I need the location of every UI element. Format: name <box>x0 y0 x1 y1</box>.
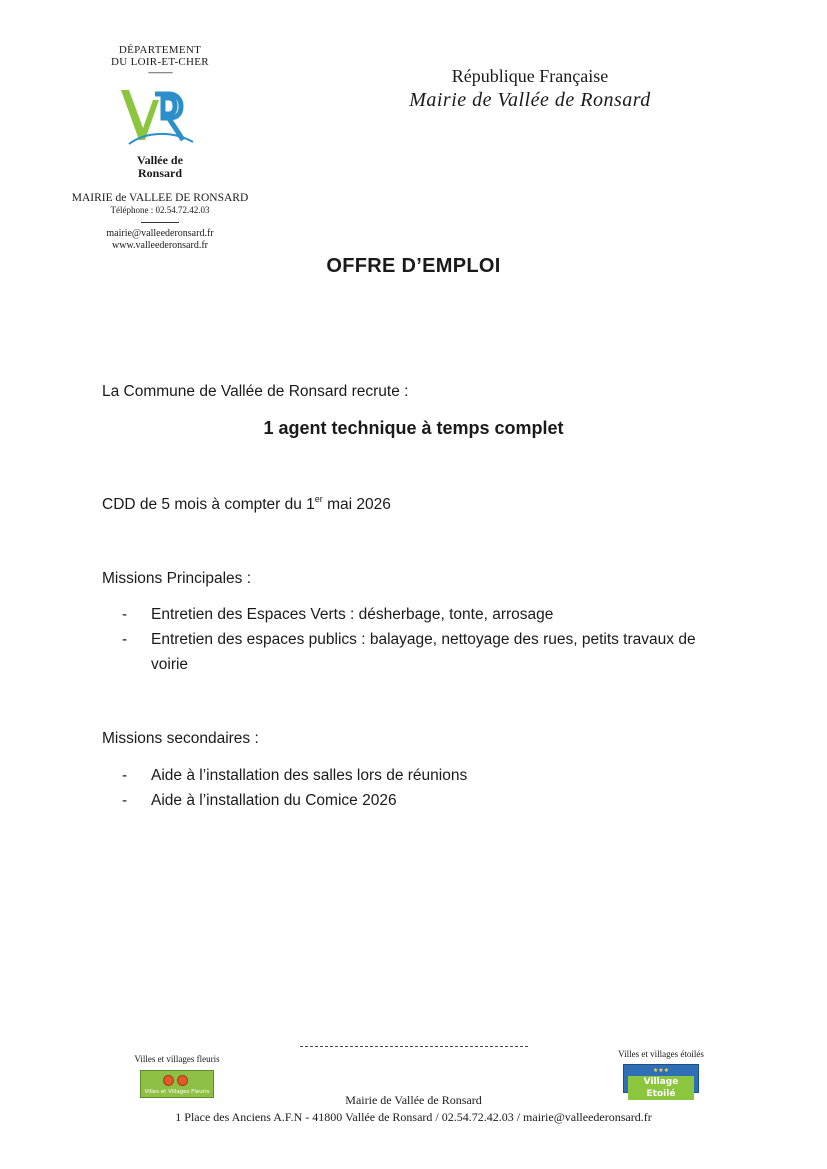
star-badge-icon <box>623 1064 699 1099</box>
mairie-email: mairie@valleederonsard.fr <box>106 228 214 239</box>
missions-main-title: Missions Principales : <box>102 570 252 587</box>
stars-icon: ★★★ <box>652 1068 670 1074</box>
vr-logo-icon <box>115 84 205 156</box>
dash-bullet: - <box>122 631 128 648</box>
letterhead-right <box>380 66 680 112</box>
department-line1: DÉPARTEMENT <box>118 44 202 56</box>
list-item <box>122 627 722 677</box>
header-divider <box>141 222 179 223</box>
mairie-phone: Téléphone : 02.54.72.42.03 <box>110 205 210 215</box>
footer-divider <box>300 1046 528 1047</box>
list-item-text: Entretien des espaces publics : balayage, nettoyage des rues, petits travaux de voirie <box>151 631 696 673</box>
missions-secondary-title: Missions secondaires : <box>102 730 259 747</box>
missions-secondary-list <box>122 763 722 813</box>
commune-logo <box>115 84 205 156</box>
badge-left-text: Villes et Villages Fleuris <box>144 1089 210 1095</box>
logo-text-line1: Vallée de <box>137 153 183 167</box>
offer-title: OFFRE D’EMPLOI <box>326 255 501 277</box>
footer-mairie-name: Mairie de Vallée de Ronsard <box>345 1093 482 1107</box>
footer-address: 1 Place des Anciens A.F.N - 41800 Vallée de Ronsard / 02.54.72.42.03 / mairie@valleederonsard.fr <box>175 1110 652 1124</box>
badge-right-label: Villes et villages étoilés <box>618 1049 704 1059</box>
badge-left-label: Villes et villages fleuris <box>134 1054 220 1064</box>
republic-heading: République Française <box>451 66 609 86</box>
dash-separator: ------------ <box>148 67 172 77</box>
contract-suffix: mai 2026 <box>322 496 391 513</box>
contract-prefix: CDD de 5 mois à compter du 1 <box>102 496 315 513</box>
contract-ordinal: er <box>314 494 323 504</box>
list-item-text: Aide à l’installation du Comice 2026 <box>151 792 397 809</box>
dash-bullet: - <box>122 767 128 784</box>
flower-icon <box>177 1075 188 1086</box>
flower-icon <box>163 1075 174 1086</box>
dash-bullet: - <box>122 792 128 809</box>
contract-details <box>102 494 391 514</box>
list-item-text: Entretien des Espaces Verts : désherbage, tonte, arrosage <box>151 606 554 623</box>
letterhead-left <box>40 44 280 252</box>
badge-villages-etoiles <box>596 1049 726 1099</box>
list-item <box>122 602 722 627</box>
missions-main-list <box>122 602 722 677</box>
badge-villes-fleuris <box>112 1054 242 1098</box>
badge-right-text: Village Etoilé <box>628 1076 694 1100</box>
list-item-text: Aide à l’installation des salles lors de réunions <box>151 767 468 784</box>
list-item <box>122 788 722 813</box>
mairie-website: www.valleederonsard.fr <box>112 240 208 251</box>
logo-text-line2: Ronsard <box>137 166 182 180</box>
mairie-name: MAIRIE de VALLEE DE RONSARD <box>71 192 249 204</box>
dash-bullet: - <box>122 606 128 623</box>
offer-position: 1 agent technique à temps complet <box>263 418 564 438</box>
list-item <box>122 763 722 788</box>
mairie-script-heading: Mairie de Vallée de Ronsard <box>409 89 651 111</box>
department-line2: DU LOIR-ET-CHER <box>111 56 209 68</box>
offer-intro: La Commune de Vallée de Ronsard recrute : <box>102 383 409 400</box>
